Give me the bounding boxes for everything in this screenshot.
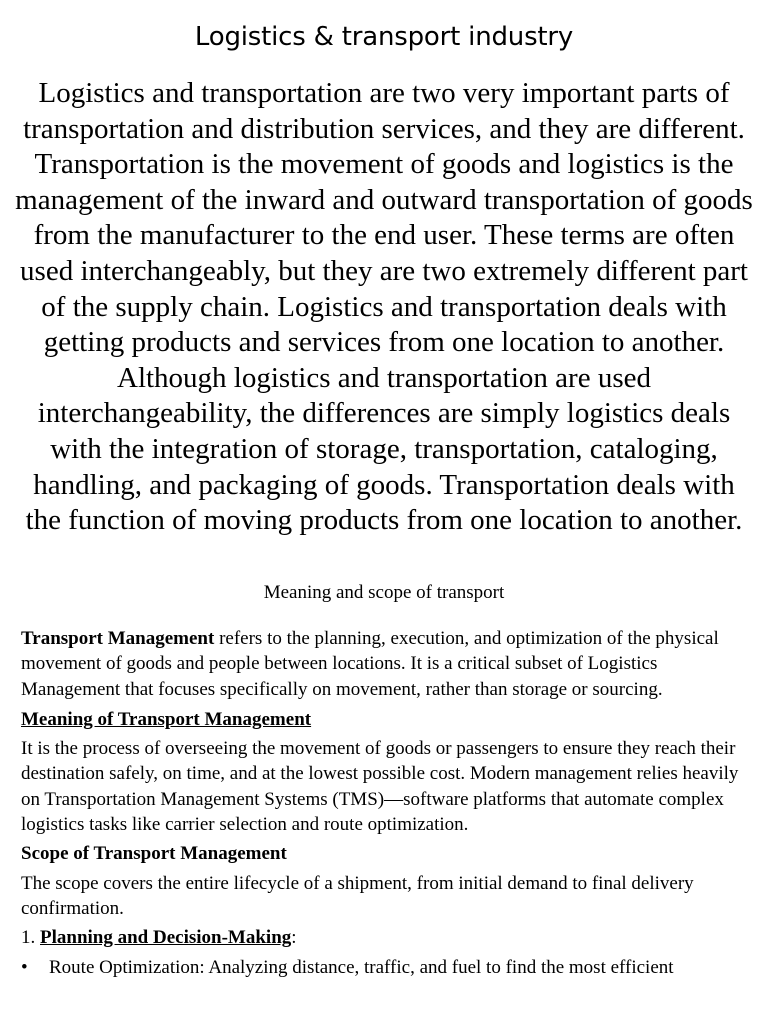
- numbered-item: [21, 925, 761, 950]
- numbered-item-label: Planning and Decision-Making: [40, 927, 292, 949]
- numbered-item-number: 1.: [21, 927, 40, 949]
- transport-management-term: Transport Management: [21, 628, 215, 649]
- scope-paragraph: The scope covers the entire lifecycle of a shipment, from initial demand to final delivery confirmation.: [21, 872, 694, 919]
- transport-management-definition: refers to the planning, execution, and optimization of the physical movement of goods and people between locations. It is a critical subset of Logistics Management that focuses specifically on movement, rather than storage or sourcing.: [21, 628, 719, 700]
- bullet-item-text: Route Optimization: Analyzing distance, traffic, and fuel to find the most efficient: [49, 956, 674, 978]
- meaning-heading: Meaning of Transport Management: [21, 708, 312, 730]
- body-content: [21, 626, 761, 980]
- bullet-item: [21, 955, 761, 980]
- section-subtitle: Meaning and scope of transport: [263, 582, 505, 603]
- numbered-item-suffix: :: [291, 927, 297, 949]
- document-title: Logistics & transport industry: [194, 22, 574, 52]
- intro-paragraph: Logistics and transportation are two very important parts of transportation and distribution services, and they are different. Transportation is the movement of goods and logistics is the management of the inward and outward transportation of goods from the manufacturer to the end user. These terms are often used interchangeably, but they are two extremely different part of the supply chain. Logistics and transportation deals with getting products and services from one location to another. Although logistics and transportation are used interchangeability, the differences are simply logistics deals with the integration of storage, transportation, cataloging, handling, and packaging of goods. Transportation deals with the function of moving products from one location to another.: [15, 77, 753, 537]
- meaning-paragraph: It is the process of overseeing the movement of goods or passengers to ensure they reach their destination safely, on time, and at the lowest possible cost. Modern management relies heavily on Transportation Management Systems (TMS)—software platforms that automate complex logistics tasks like carrier selection and route optimization.: [21, 738, 739, 836]
- bullet-icon: •: [21, 956, 28, 978]
- transport-management-paragraph: [21, 626, 761, 702]
- scope-heading: Scope of Transport Management: [21, 843, 287, 865]
